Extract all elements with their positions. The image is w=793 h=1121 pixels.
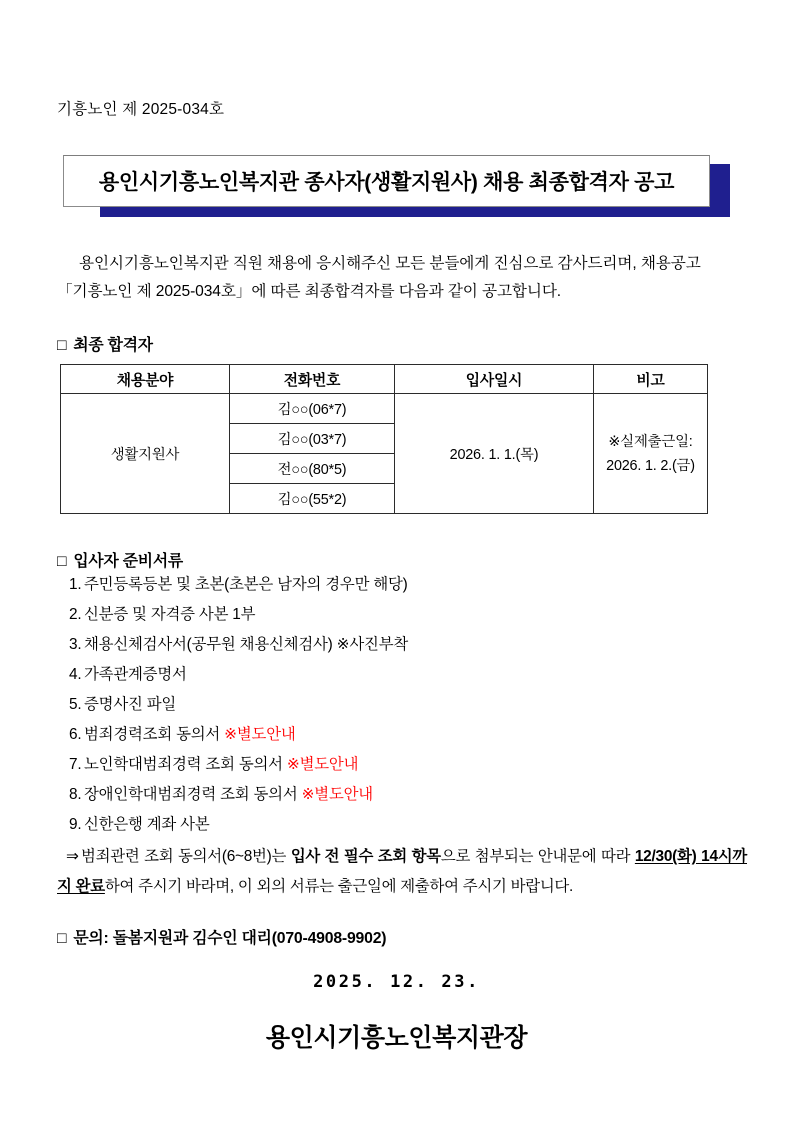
list-item-text: 증명사진 파일 <box>84 696 177 713</box>
list-item <box>57 782 747 812</box>
list-item-note: ※별도안내 <box>301 786 373 803</box>
list-item-note: ※별도안내 <box>224 726 296 743</box>
section-heading-contact <box>57 925 386 948</box>
list-item-text: 신한은행 계좌 사본 <box>84 816 210 833</box>
table-row <box>61 394 708 424</box>
arrow-note-part3: 하여 주시기 바라며, 이 외의 서류는 출근일에 제출하여 주시기 바랍니다. <box>104 878 574 895</box>
intro-line-2: 「기흥노인 제 2025-034호」에 따른 최종합격자를 다음과 같이 공고합니다. <box>57 283 562 300</box>
section-heading-final-pass <box>57 332 153 355</box>
list-item-text: 신분증 및 자격증 사본 1부 <box>84 606 256 623</box>
cell-applicant-4: 김○○(55*2) <box>230 484 395 514</box>
list-item-label <box>84 812 747 834</box>
list-item-number: 8. <box>69 786 82 803</box>
square-marker-icon: □ <box>57 930 67 947</box>
list-item-number: 2. <box>69 606 82 623</box>
intro-line-1: 용인시기흥노인복지관 직원 채용에 응시해주신 모든 분들에게 진심으로 감사드리며, 채용공고 <box>79 255 701 272</box>
square-marker-icon: □ <box>57 337 67 354</box>
list-item-text: 주민등록등본 및 초본(초본은 남자의 경우만 해당) <box>84 576 408 593</box>
list-item-label <box>84 782 747 804</box>
list-item-label <box>84 662 747 684</box>
list-item-label <box>84 692 747 714</box>
list-item <box>57 752 747 782</box>
list-item <box>57 572 747 602</box>
list-item-text: 가족관계증명서 <box>84 666 187 683</box>
table-header-note: 비고 <box>594 365 708 394</box>
table-header-row <box>61 365 708 394</box>
list-item-number: 5. <box>69 696 82 713</box>
list-item <box>57 602 747 632</box>
title-banner <box>63 155 730 217</box>
list-item-text: 노인학대범죄경력 조회 동의서 <box>84 756 287 773</box>
list-item <box>57 662 747 692</box>
cell-start-date: 2026. 1. 1.(목) <box>395 394 594 514</box>
list-item <box>57 632 747 662</box>
list-item <box>57 722 747 752</box>
section-heading-documents-label: 입사자 준비서류 <box>73 553 183 570</box>
issuing-organization: 용인시기흥노인복지관장 <box>265 1024 528 1052</box>
final-pass-table <box>60 364 708 514</box>
list-item-number: 1. <box>69 576 82 593</box>
banner-box <box>63 155 710 207</box>
contact-info-label: 문의: 돌봄지원과 김수인 대리(070-4908-9902) <box>73 930 387 947</box>
list-item-text: 범죄경력조회 동의서 <box>84 726 225 743</box>
list-item-note: ※별도안내 <box>286 756 359 773</box>
intro-paragraph <box>57 250 745 306</box>
list-item-label <box>84 602 747 624</box>
list-item <box>57 812 747 842</box>
list-item-text: 채용신체검사서(공무원 채용신체검사) ※사진부착 <box>84 636 409 653</box>
list-item-label <box>84 752 747 774</box>
section-heading-documents <box>57 548 183 571</box>
arrow-note-part1: 범죄관련 조회 동의서(6~8번)는 <box>81 848 291 865</box>
cell-applicant-1: 김○○(06*7) <box>230 394 395 424</box>
list-item-number: 3. <box>69 636 82 653</box>
arrow-note-bold-1: 입사 전 필수 조회 항목 <box>290 848 441 865</box>
list-item-number: 6. <box>69 726 82 743</box>
square-marker-icon: □ <box>57 553 67 570</box>
table-header-field: 채용분야 <box>61 365 230 394</box>
list-item-number: 9. <box>69 816 82 833</box>
list-item-label <box>84 722 747 744</box>
issue-date: 2025. 12. 23. <box>313 972 480 992</box>
note-line-2: 2026. 1. 2.(금) <box>606 457 695 474</box>
required-documents-list <box>57 572 747 842</box>
cell-applicant-3: 전○○(80*5) <box>230 454 395 484</box>
list-item-label <box>84 572 747 594</box>
cell-recruit-field: 생활지원사 <box>61 394 230 514</box>
list-item-number: 7. <box>69 756 82 773</box>
arrow-note-paragraph <box>57 842 747 902</box>
table-header-phone: 전화번호 <box>230 365 395 394</box>
section-heading-final-pass-label: 최종 합격자 <box>73 337 153 354</box>
list-item-label <box>84 632 747 654</box>
table-header-date: 입사일시 <box>395 365 594 394</box>
note-line-1: ※실제출근일: <box>608 433 693 450</box>
cell-applicant-2: 김○○(03*7) <box>230 424 395 454</box>
list-item <box>57 692 747 722</box>
arrow-note-part2: 으로 첨부되는 안내문에 따라 <box>440 848 635 865</box>
document-number: 기흥노인 제 2025-034호 <box>57 101 225 118</box>
page-title: 용인시기흥노인복지관 종사자(생활지원사) 채용 최종합격자 공고 <box>98 171 675 194</box>
cell-note <box>594 394 708 514</box>
arrow-right-icon: ⇒ <box>66 848 79 865</box>
arrow-note-body <box>57 848 747 895</box>
list-item-text: 장애인학대범죄경력 조회 동의서 <box>84 786 302 803</box>
list-item-number: 4. <box>69 666 82 683</box>
arrow-note-deadline: 12/30(화) 14시까지 완료 <box>57 848 747 895</box>
